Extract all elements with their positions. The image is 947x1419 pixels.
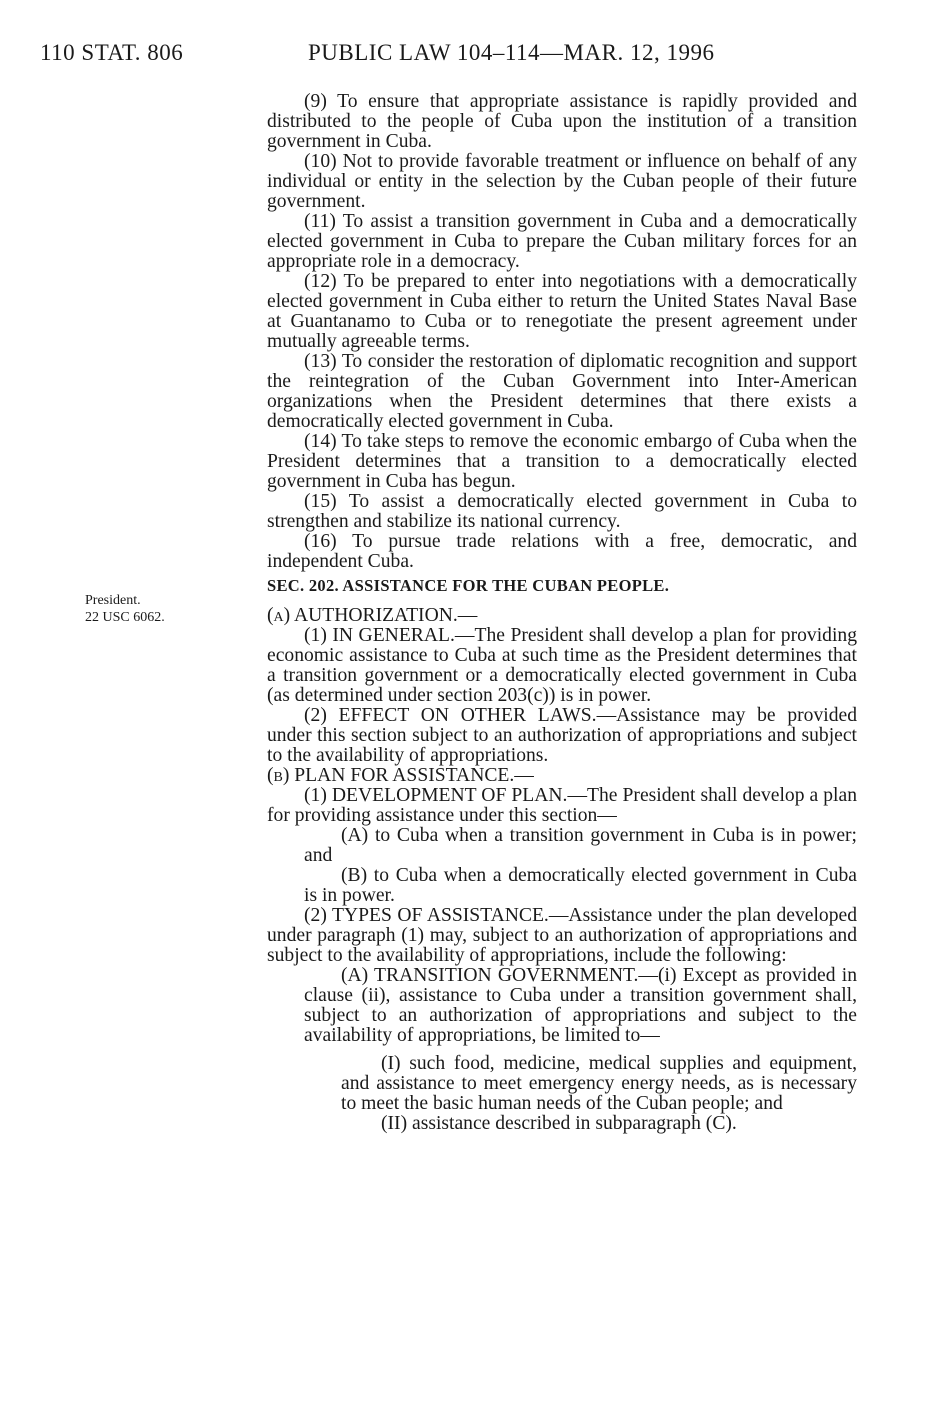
- public-law-reference: PUBLIC LAW 104–114—MAR. 12, 1996: [308, 40, 715, 65]
- document-body: [267, 92, 857, 1134]
- subparagraph-b1B: (B) to Cuba when a democratically elected government in Cuba is in power.: [304, 865, 857, 906]
- paragraph-15: (15) To assist a democratically elected government in Cuba to strengthen and stabilize its national currency.: [267, 491, 857, 532]
- paragraph-a1-text: —The President shall develop a plan for providing economic assistance to Cuba at such time as the President determines that a transition government or a democratically elected government in Cuba (as determined under section 203(c)) is in power.: [267, 625, 857, 706]
- subsection-b-heading: [267, 766, 857, 786]
- subparagraph-b2A: [267, 966, 857, 1046]
- paragraph-b2: [267, 906, 857, 966]
- subparagraph-b2A-label: (A) TRANSITION GOVERNMENT.: [341, 965, 639, 986]
- margin-note: [85, 592, 165, 626]
- paragraph-14: (14) To take steps to remove the economic embargo of Cuba when the President determines that a transition to a democratically elected government in Cuba has begun.: [267, 431, 857, 492]
- subparagraph-b1A: (A) to Cuba when a transition government in Cuba is in power; and: [304, 825, 857, 866]
- paragraph-b2-label: (2) TYPES OF ASSISTANCE.: [304, 905, 549, 926]
- paragraph-b1-text: —The President shall develop a plan for providing assistance under this section—: [267, 785, 857, 826]
- page-header: [40, 40, 920, 70]
- paragraph-a1-label: (1) IN GENERAL.: [304, 625, 455, 646]
- clause-b2A-I: (I) such food, medicine, medical supplies and equipment, and assistance to meet emergency energy needs, as is necessary to meet the basic human needs of the Cuban people; and: [341, 1053, 857, 1114]
- paragraph-a1: [267, 626, 857, 706]
- paragraph-a2: [267, 706, 857, 766]
- section-heading: SEC. 202. ASSISTANCE FOR THE CUBAN PEOPLE.: [267, 576, 670, 595]
- subparagraph-b2A-text: —(i) Except as provided in clause (ii), assistance to Cuba under a transition government shall, subject to an authorization of appropriations and subject to the availability of appropriations, be limited to—: [304, 965, 857, 1046]
- paragraph-13: (13) To consider the restoration of diplomatic recognition and support the reintegration of the Cuban Government into Inter-American organizations when the President determines that there exists a democratically elected government in Cuba.: [267, 351, 857, 432]
- paragraph-12: (12) To be prepared to enter into negotiations with a democratically elected government in Cuba either to return the United States Naval Base at Guantanamo to Cuba or to renegotiate the present agreement under mutually agreeable terms.: [267, 271, 857, 352]
- paragraph-a2-text: —Assistance may be provided under this section subject to an authorization of appropriations and subject to the availability of appropriations.: [267, 705, 857, 766]
- page-reference: 110 STAT. 806: [40, 40, 184, 65]
- margin-note-president: President.: [85, 593, 141, 608]
- paragraph-11: (11) To assist a transition government in Cuba and a democratically elected government in Cuba to prepare the Cuban military forces for an appropriate role in a democracy.: [267, 211, 857, 272]
- paragraph-a2-label: (2) EFFECT ON OTHER LAWS.: [304, 705, 597, 726]
- paragraph-10: (10) Not to provide favorable treatment or influence on behalf of any individual or entity in the selection by the Cuban people of their future government.: [267, 151, 857, 212]
- paragraph-16: (16) To pursue trade relations with a free, democratic, and independent Cuba.: [267, 531, 857, 572]
- subsection-b-label: (b) PLAN FOR ASSISTANCE.—: [267, 765, 534, 786]
- paragraph-b1: [267, 786, 857, 826]
- subsection-a-heading: [267, 606, 857, 626]
- paragraph-b1-label: (1) DEVELOPMENT OF PLAN.: [304, 785, 568, 806]
- paragraph-9: (9) To ensure that appropriate assistance is rapidly provided and distributed to the people of Cuba upon the institution of a transition government in Cuba.: [267, 91, 857, 152]
- paragraph-b2-text: —Assistance under the plan developed under paragraph (1) may, subject to an authorization of appropriations and subject to the availability of appropriations, include the following:: [267, 905, 857, 966]
- clause-b2A-II: (II) assistance described in subparagraph (C).: [381, 1113, 737, 1134]
- subsection-a-label: (a) AUTHORIZATION.—: [267, 605, 478, 626]
- margin-note-usc-citation: 22 USC 6062.: [85, 610, 165, 625]
